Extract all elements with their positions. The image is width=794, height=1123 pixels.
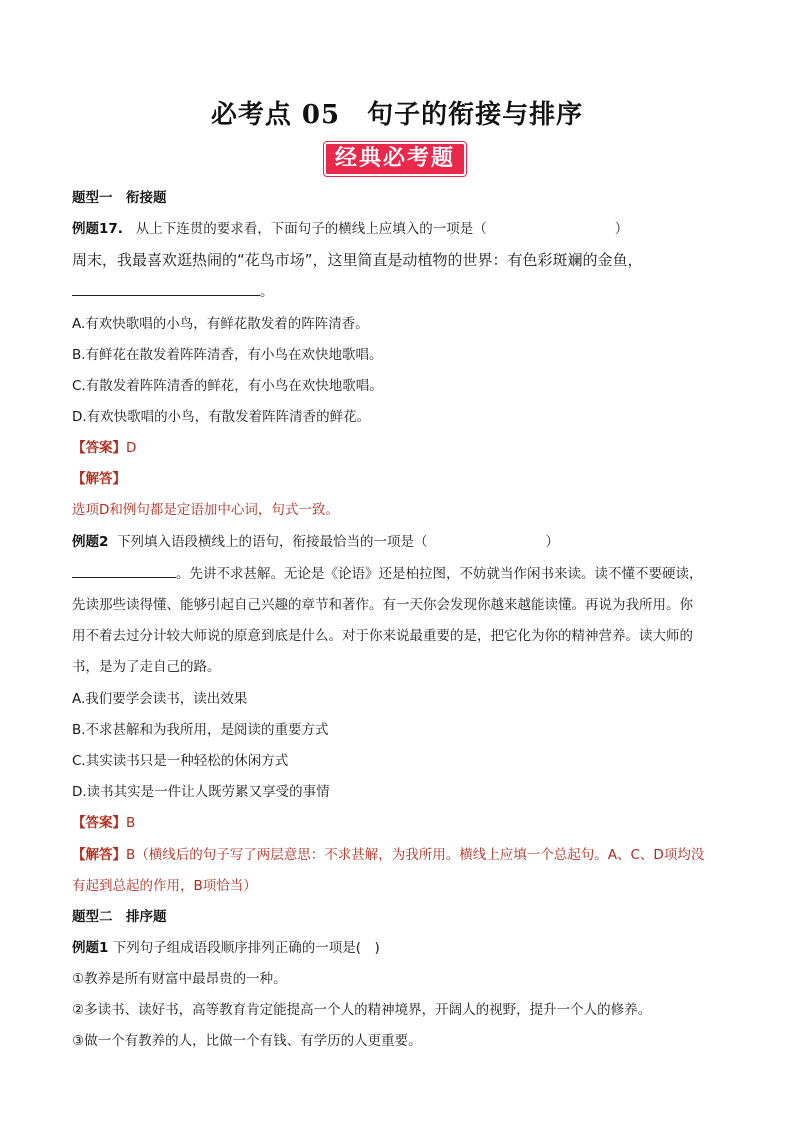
option-a: A.有欢快歌唱的小鸟，有鲜花散发着的阵阵清香。 — [72, 316, 369, 332]
explain-label: 【解答】 — [72, 847, 126, 863]
explain-line — [72, 843, 704, 863]
answer-line — [72, 811, 135, 831]
fill-blank — [72, 281, 260, 296]
passage-line — [72, 280, 274, 300]
explain-text: 选项D和例句都是定语加中心词，句式一致。 — [72, 502, 339, 518]
question-text: 下列填入语段横线上的语句，衔接最恰当的一项是（ — [117, 534, 428, 550]
question-stem — [72, 217, 628, 237]
option-a: A.我们要学会读书，读出效果 — [72, 691, 248, 707]
explain-text: B（横线后的句子写了两层意思：不求甚解，为我所用。横线上应填一个总起句。A、C、D项均没 — [126, 847, 705, 863]
option-d: D.有欢快歌唱的小鸟，有散发着阵阵清香的鲜花。 — [72, 409, 371, 425]
explain-label: 【解答】 — [72, 471, 126, 487]
answer-line — [72, 436, 136, 456]
fill-blank — [72, 563, 176, 578]
answer-label: 【答案】 — [72, 815, 126, 831]
answer-label: 【答案】 — [72, 440, 126, 456]
option-b: B.有鲜花在散发着阵阵清香，有小鸟在欢快地歌唱。 — [72, 347, 383, 363]
answer-value: B — [126, 815, 136, 831]
passage-line: 先读那些读得懂、能够引起自己兴趣的章节和著作。有一天你会发现你越来越能读懂。再说为我所用。你 — [72, 597, 693, 613]
list-item: ①教养是所有财富中最昂贵的一种。 — [72, 971, 287, 987]
question-label: 例题17. — [72, 221, 123, 237]
passage-line: 用不着去过分计较大师说的原意到底是什么。对于你来说最重要的是，把它化为你的精神营养。读大师的 — [72, 628, 693, 644]
question-text: 从上下连贯的要求看，下面句子的横线上应填入的一项是（ — [135, 221, 487, 237]
option-d: D.读书其实是一件让人既劳累又享受的事情 — [72, 784, 330, 800]
question-stem — [72, 936, 380, 956]
section-heading-1: 题型一 衔接题 — [72, 190, 167, 206]
answer-value: D — [126, 440, 137, 456]
page-title: 必考点 05 句子的衔接与排序 — [210, 100, 584, 130]
question-label: 例题2 — [72, 534, 109, 550]
passage-line: 周末，我最喜欢逛热闹的“花鸟市场”，这里简直是动植物的世界：有色彩斑斓的金鱼， — [72, 251, 643, 269]
passage-line: 书，是为了走自己的路。 — [72, 659, 221, 675]
option-c: C.有散发着阵阵清香的鲜花，有小鸟在欢快地歌唱。 — [72, 378, 383, 394]
paren-close: ） — [545, 534, 559, 550]
passage-end: 。 — [260, 284, 274, 300]
question-label: 例题1 — [72, 940, 109, 956]
section-heading-2: 题型二 排序题 — [72, 909, 167, 925]
list-item: ②多读书、读好书，高等教育肯定能提高一个人的精神境界，开阔人的视野，提升一个人的修养。 — [72, 1002, 652, 1018]
list-item: ③做一个有教养的人，比做一个有钱、有学历的人更重要。 — [72, 1033, 422, 1049]
question-stem — [72, 530, 559, 550]
paren-close: ） — [614, 221, 629, 237]
passage-text: 。先讲不求甚解。无论是《论语》还是柏拉图，不妨就当作闲书来读。读不懂不要硬读， — [176, 566, 703, 582]
option-c: C.其实读书只是一种轻松的休闲方式 — [72, 753, 289, 769]
passage-line — [72, 562, 703, 582]
option-b: B.不求甚解和为我所用，是阅读的重要方式 — [72, 722, 329, 738]
question-text: 下列句子组成语段顺序排列正确的一项是( ) — [112, 940, 380, 956]
explain-text: 有起到总起的作用，B项恰当） — [72, 878, 257, 894]
section-badge: 经典必考题 — [324, 142, 466, 176]
